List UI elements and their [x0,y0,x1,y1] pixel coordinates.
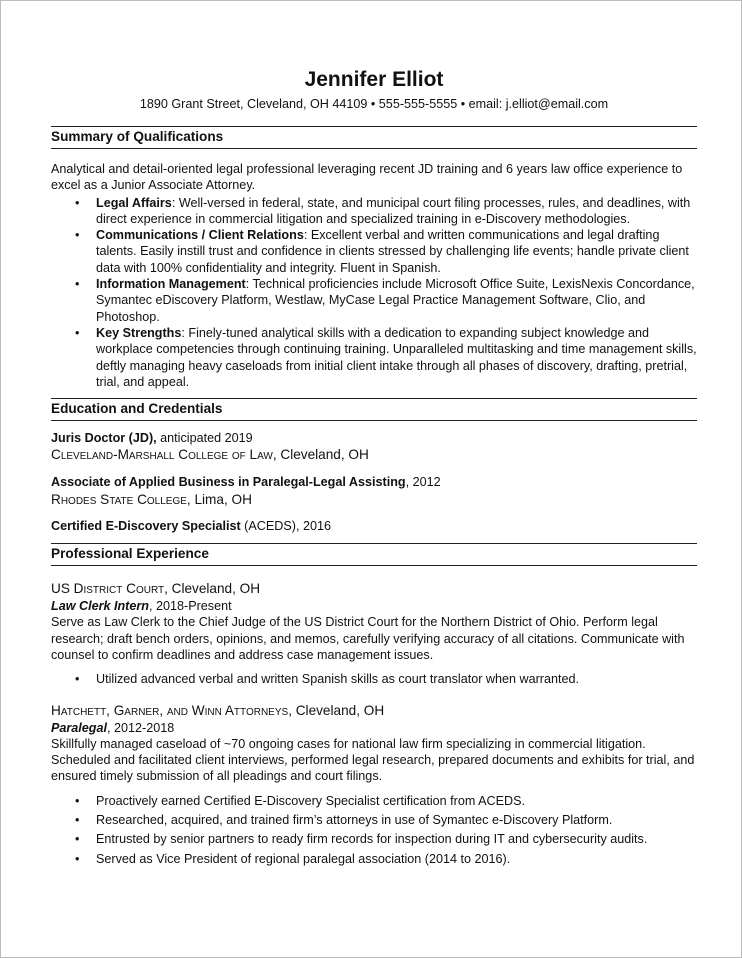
job-bullet-text: Proactively earned Certified E-Discovery Specialist certification from ACEDS. [96,793,526,808]
job-entry [51,580,697,687]
org-location: , Cleveland, OH [288,702,385,718]
education-heading: Education and Credentials [51,398,697,421]
summary-item-label: Information Management [96,277,246,292]
summary-item-label: Key Strengths [96,325,182,340]
cert-detail: (ACEDS), 2016 [240,518,331,533]
education-school [51,446,697,464]
degree-name: Associate of Applied Business in Paralegal-Legal Assisting [51,475,406,490]
org-name: US District Court [51,581,165,597]
summary-item [51,227,697,276]
bullet-icon: • [75,228,80,243]
job-bullet [51,831,697,847]
job-bullet [51,793,697,809]
job-bullet [51,851,697,867]
summary-item-text: : Finely-tuned analytical skills with a dedication to expanding subject knowledge and workplace competencies through continuing training. Unparalleled multitasking and time management skills, deftly managing heavy caseloads from initial client intake through all phases of discovery, drafting, pretrial, trial, and appeal. [96,325,697,389]
summary-item-text: : Well-versed in federal, state, and municipal court filing processes, rules, and deadlines, with direct experience in commercial litigation and specialized training in e-Discovery methodologies. [96,195,691,226]
experience-section [51,543,697,867]
school-name: Cleveland-Marshall College of Law [51,447,273,463]
degree-detail: anticipated 2019 [156,431,253,446]
degree-detail: , 2012 [405,475,441,490]
bullet-icon: • [75,672,80,687]
summary-item-text: : Technical proficiencies include Microsoft Office Suite, LexisNexis Concordance, Symantec eDiscovery Platform, Westlaw, MyCase Legal Practice Management Software, Clio, and Photoshop. [96,277,695,324]
resume-content [51,67,697,867]
education-section [51,398,697,534]
summary-list [51,195,697,391]
summary-item [51,325,697,390]
bullet-icon: • [75,325,80,340]
degree-name: Juris Doctor (JD), [51,431,157,446]
bullet-icon: • [75,813,80,828]
school-location: , Lima, OH [186,491,252,507]
role-title: Paralegal [51,720,108,735]
bullet-icon: • [75,277,80,292]
school-name: Rhodes State College [51,491,187,507]
job-bullet [51,812,697,828]
certification [51,518,697,534]
job-role [51,720,697,736]
job-role [51,598,697,614]
education-school [51,491,697,509]
education-degree [51,430,697,446]
job-bullet [51,671,697,687]
org-name: Hatchett, Garner, and Winn Attorneys [51,702,289,718]
job-bullet-text: Served as Vice President of regional paralegal association (2014 to 2016). [96,851,511,866]
job-bullet-text: Entrusted by senior partners to ready firm records for inspection during IT and cybersecurity audits. [96,832,648,847]
job-bullets [51,671,697,687]
role-dates: , 2018-Present [148,599,232,614]
cert-name: Certified E-Discovery Specialist [51,518,241,533]
job-description: Serve as Law Clerk to the Chief Judge of the US District Court for the Northern District of Ohio. Perform legal research; draft bench orders, opinions, and memos, carefully verifying accuracy of all citations. Communicate with counsel to confirm deadlines and address case management issues. [51,615,685,662]
education-degree [51,474,697,490]
job-bullet-text: Researched, acquired, and trained firm’s attorneys in use of Symantec e-Discovery Platform. [96,813,613,828]
job-org [51,580,697,598]
bullet-icon: • [75,793,80,808]
experience-heading: Professional Experience [51,543,697,566]
job-description: Skillfully managed caseload of ~70 ongoing cases for national law firm specializing in commercial litigation. Scheduled and facilitated client interviews, performed legal research, prepared documents and exhibits for trial, and ensured timely submission of all pleadings and court filings. [51,736,695,784]
summary-item [51,276,697,325]
summary-section [51,126,697,390]
bullet-icon: • [75,851,80,866]
candidate-name: Jennifer Elliot [304,68,444,91]
role-dates: , 2012-2018 [107,720,175,735]
job-bullet-text: Utilized advanced verbal and written Spanish skills as court translator when warranted. [96,672,580,687]
role-title: Law Clerk Intern [51,599,149,614]
summary-intro: Analytical and detail-oriented legal professional leveraging recent JD training and 6 years law office experience to excel as a Junior Associate Attorney. [51,162,683,193]
school-location: , Cleveland, OH [272,447,369,463]
summary-item-text: : Excellent verbal and written communications and legal drafting talents. Easily instill trust and confidence in clients stressed by challenging life events; handle private client data with 100% confidentiality and integrity. Fluent in Spanish. [96,228,689,275]
bullet-icon: • [75,195,80,210]
summary-item-label: Legal Affairs [96,195,172,210]
job-bullets [51,793,697,867]
org-location: , Cleveland, OH [164,581,261,597]
summary-item-label: Communications / Client Relations [96,228,304,243]
summary-heading: Summary of Qualifications [51,126,697,149]
job-org [51,702,697,720]
summary-item [51,195,697,228]
contact-line: 1890 Grant Street, Cleveland, OH 44109 • 555-555-5555 • email: j.elliot@email.com [139,97,609,111]
bullet-icon: • [75,832,80,847]
job-entry [51,702,697,867]
